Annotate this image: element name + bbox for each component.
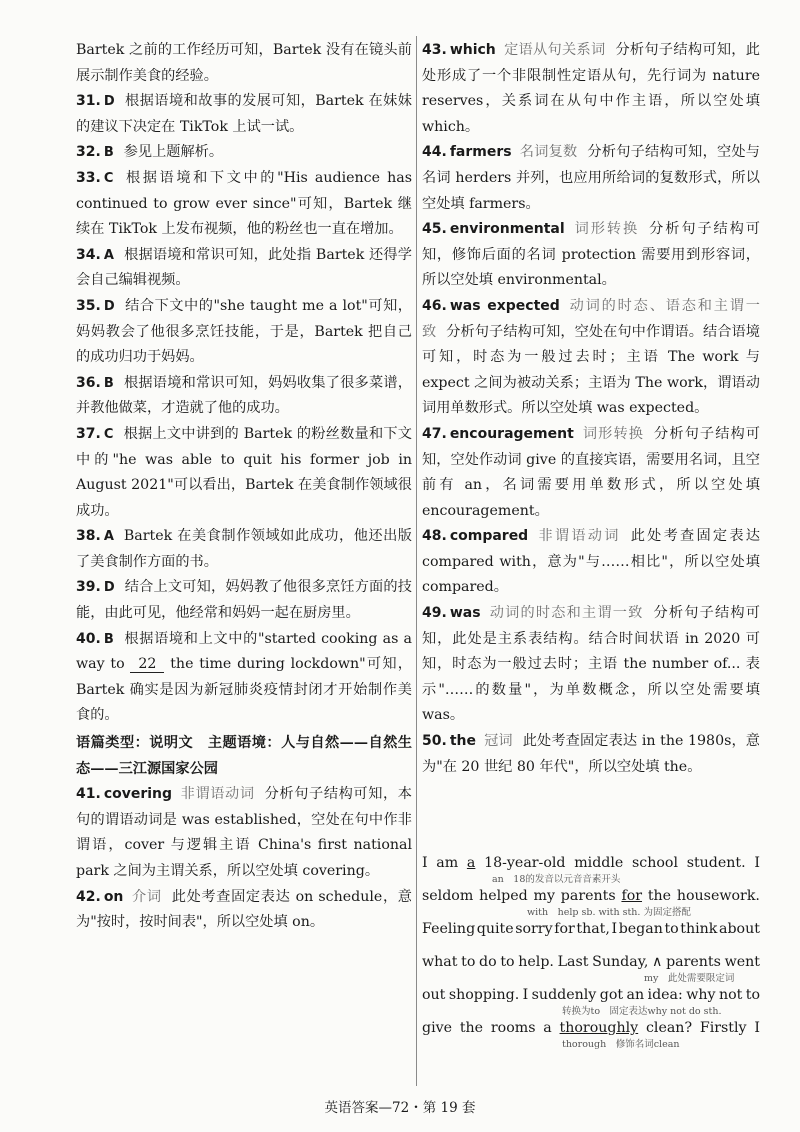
answer-item xyxy=(76,294,412,371)
essay-word: Firstly xyxy=(699,1020,747,1036)
answer-letter: A xyxy=(103,529,114,545)
essay-word: I xyxy=(522,987,529,1003)
essay-word: to xyxy=(745,987,760,1003)
essay-word: a xyxy=(466,855,476,871)
fill-item xyxy=(76,782,412,884)
answer-letter: C xyxy=(103,426,114,442)
answer-word: was xyxy=(449,605,481,622)
essay-word: the xyxy=(647,888,672,904)
essay-word: parents xyxy=(666,954,721,970)
grammar-category: 名词复数 xyxy=(519,144,578,161)
essay-word: housework. xyxy=(676,888,760,904)
item-number: 41. xyxy=(76,786,101,803)
essay-line xyxy=(422,1019,760,1038)
grammar-category: 介词 xyxy=(131,888,162,905)
answer-item xyxy=(76,371,412,422)
blank-number: 22 xyxy=(130,656,164,673)
essay-word: I xyxy=(754,855,760,871)
essay-word: ∧ xyxy=(652,954,663,970)
answer-item xyxy=(76,627,412,729)
explanation-text: 根据上文中讲到的 Bartek 的粉丝数量和下文中的"he was able to quit his former job in August 2021"可以看出，Bartek 在美食制作领域很成功。 xyxy=(76,425,412,519)
fill-item xyxy=(422,601,760,729)
explanation-text: 参见上题解析。 xyxy=(123,144,224,161)
grammar-category: 定语从句关系词 xyxy=(503,42,606,58)
item-number: 46. xyxy=(422,297,447,314)
answer-word: covering xyxy=(103,786,173,803)
answer-letter: B xyxy=(103,375,114,391)
page-footer: 英语答案—72・第 19 套 xyxy=(324,1100,476,1116)
essay-word: student. xyxy=(686,855,746,871)
answer-word: compared xyxy=(449,528,529,545)
answer-letter: A xyxy=(103,247,114,263)
passage-meta: 语篇类型：说明文 主题语境：人与自然——自然生态——三江源国家公园 xyxy=(76,735,412,777)
fill-item xyxy=(76,885,412,936)
item-number: 39. xyxy=(76,579,101,596)
essay-line xyxy=(422,854,760,873)
item-number: 42. xyxy=(76,888,101,905)
essay-word: to xyxy=(664,921,679,937)
essay-word: think xyxy=(680,921,718,937)
essay-word: to xyxy=(500,954,515,970)
explanation-text: 结合下文中的"she taught me a lot"可知，妈妈教会了他很多烹饪技能，于是，Bartek 把自己的成功归功于妈妈。 xyxy=(76,297,412,366)
explanation-text: 分析句子结构可知，空处与名词 herders 并列，也应用所给词的复数形式，所以空处填 farmers。 xyxy=(422,144,760,212)
essay-note: my 此处需要限定词 xyxy=(644,973,735,984)
essay-word: for xyxy=(621,888,643,904)
item-number: 49. xyxy=(422,605,447,622)
left-column xyxy=(76,38,412,936)
explanation-text: 分析句子结构可知，此处形成了一个非限制性定语从句，先行词为 nature reserves，关系词在从句中作主语，所以空处填 which。 xyxy=(422,42,760,135)
essay-word: quite xyxy=(476,921,514,937)
essay-word: not xyxy=(718,987,743,1003)
answer-item xyxy=(76,89,412,140)
column-divider xyxy=(416,36,417,1086)
explanation-text: 根据语境和上文中的"started cooking as a way to xyxy=(76,630,412,673)
essay-word: an xyxy=(626,987,645,1003)
explanation-text: 分析句子结构可知，此处是主系表结构。结合时间状语 in 2020 可知，时态为一般过去时；主语 the number of... 表示"……的数量"，为单数概念，所以空处需要填 was。 xyxy=(422,605,760,724)
explanation-text: Bartek 之前的工作经历可知，Bartek 没有在镜头前展示制作美食的经验。 xyxy=(76,42,412,84)
essay-word: rooms xyxy=(490,1020,536,1036)
essay-line xyxy=(422,986,760,1005)
explanation-text: 分析句子结构可知，空处作动词 give 的直接宾语，需要用名词，且空前有 an，名词需要用单数形式，所以空处填 encouragement。 xyxy=(422,425,760,519)
fill-item xyxy=(422,217,760,294)
essay-word: that, xyxy=(576,921,610,937)
essay-word: sorry xyxy=(515,921,553,937)
essay-word: 18-year-old xyxy=(484,855,566,871)
explanation-text: the time during lockdown"可知，Bartek 确实是因为新冠肺炎疫情封闭才开始制作美食的。 xyxy=(76,656,412,724)
answer-word: on xyxy=(103,888,124,905)
essay-word: out xyxy=(422,987,446,1003)
grammar-category: 动词的时态、语态和主谓一致 xyxy=(422,297,760,340)
essay-word: to xyxy=(461,954,476,970)
explanation-text: 此处考查固定表达 compared with，意为"与……相比"，所以空处填 compared。 xyxy=(422,528,760,596)
explanation-text: Bartek 在美食制作领域如此成功，他还出版了美食制作方面的书。 xyxy=(76,528,412,570)
grammar-category: 冠词 xyxy=(483,733,513,750)
grammar-category: 非谓语动词 xyxy=(180,786,255,803)
answer-word: environmental xyxy=(449,221,565,238)
grammar-category: 动词的时态和主谓一致 xyxy=(488,605,644,622)
item-number: 34. xyxy=(76,246,101,263)
explanation-text: 分析句子结构可知，修饰后面的名词 protection 需要用到形容词，所以空处填 environmental。 xyxy=(422,221,760,289)
item-number: 35. xyxy=(76,297,101,314)
item-number: 47. xyxy=(422,425,447,442)
answer-item xyxy=(76,575,412,626)
essay-correction xyxy=(422,854,760,1052)
answer-item xyxy=(76,243,412,294)
answer-item xyxy=(76,524,412,575)
essay-word: why xyxy=(686,987,716,1003)
essay-line xyxy=(422,953,760,972)
essay-word: went xyxy=(724,954,760,970)
essay-word: began xyxy=(618,921,663,937)
essay-word: for xyxy=(554,921,575,937)
item-number: 45. xyxy=(422,221,447,238)
explanation-text: 结合上文可知，妈妈教了他很多烹饪方面的技能，由此可见，他经常和妈妈一起在厨房里。 xyxy=(76,579,412,622)
item-number: 40. xyxy=(76,630,101,647)
item-number: 36. xyxy=(76,374,101,391)
essay-word: school xyxy=(632,855,678,871)
item-number: 33. xyxy=(76,169,101,186)
essay-word: I xyxy=(422,855,428,871)
grammar-category: 词形转换 xyxy=(572,221,640,238)
essay-word: middle xyxy=(574,855,624,871)
explanation-text: 根据语境和故事的发展可知，Bartek 在妹妹的建议下决定在 TikTok 上试一试。 xyxy=(76,93,412,135)
essay-word: Last xyxy=(557,954,589,970)
essay-word: do xyxy=(479,954,497,970)
essay-note: 转换为to 固定表达why not do sth. xyxy=(562,1006,722,1017)
right-column xyxy=(422,38,760,780)
item-number: 44. xyxy=(422,144,447,161)
essay-word: parents xyxy=(560,888,616,904)
grammar-category: 词形转换 xyxy=(581,425,645,442)
explanation-text: 根据语境和常识可知，妈妈收集了很多菜谱，并教他做菜，才造就了他的成功。 xyxy=(76,374,412,417)
essay-note: with help sb. with sth. 为固定搭配 xyxy=(527,907,691,918)
answer-letter: D xyxy=(103,580,115,596)
essay-word: idea: xyxy=(647,987,683,1003)
answer-word: farmers xyxy=(449,144,512,161)
essay-note: thorough 修饰名词clean xyxy=(562,1039,680,1050)
essay-line xyxy=(422,920,760,939)
item-number: 43. xyxy=(422,42,447,58)
answer-letter: D xyxy=(103,298,115,314)
item-number: 38. xyxy=(76,528,101,545)
answer-item xyxy=(76,140,412,166)
essay-note: an 18的发音以元音音素开头 xyxy=(492,874,621,885)
essay-word: seldom xyxy=(422,888,474,904)
explanation-text: 此处考查固定表达 in the 1980s，意为"在 20 世纪 80 年代"，所以空处填 the。 xyxy=(422,733,760,775)
item-number: 50. xyxy=(422,733,447,750)
answer-word: was expected xyxy=(449,297,560,314)
essay-word: Feeling xyxy=(422,921,476,937)
answer-word: the xyxy=(449,733,476,750)
essay-word: shopping. xyxy=(448,987,520,1003)
answer-word: which xyxy=(449,42,496,58)
fill-item xyxy=(422,294,760,422)
essay-word: I xyxy=(611,921,618,937)
essay-word: thoroughly xyxy=(559,1020,639,1036)
explanation-text: 分析句子结构可知，空处在句中作谓语。结合语境可知，时态为一般过去时；主语 The work 与 expect 之间为被动关系；主语为 The work，谓语动词用单数形式。所以空处填 was expected。 xyxy=(422,323,760,417)
explanation-text: 根据语境和下文中的"His audience has continued to grow ever since"可知，Bartek 继续在 TikTok 上发布视频，他的粉丝也一直在增加。 xyxy=(76,169,412,238)
explanation-text: 根据语境和常识可知，此处指 Bartek 还得学会自己编辑视频。 xyxy=(76,246,412,289)
answer-item xyxy=(76,38,412,89)
item-number: 31. xyxy=(76,93,101,110)
essay-word: about xyxy=(719,921,760,937)
grammar-category: 非谓语动词 xyxy=(536,528,621,545)
essay-line xyxy=(422,887,760,906)
essay-word: a xyxy=(543,1020,552,1036)
essay-word: I xyxy=(754,1020,760,1036)
answer-word: encouragement xyxy=(449,425,574,442)
answer-item xyxy=(76,166,412,243)
essay-word: got xyxy=(599,987,624,1003)
answer-letter: D xyxy=(103,94,115,110)
fill-item xyxy=(422,38,760,140)
essay-word: give xyxy=(422,1020,453,1036)
explanation-text: 此处考查固定表达 on schedule，意为"按时，按时间表"，所以空处填 on。 xyxy=(76,888,412,931)
essay-word: am xyxy=(436,855,459,871)
essay-word: what xyxy=(422,954,458,970)
fill-item xyxy=(422,729,760,780)
item-number: 48. xyxy=(422,528,447,545)
answer-letter: C xyxy=(103,170,114,186)
essay-word: suddenly xyxy=(531,987,597,1003)
essay-word: clean? xyxy=(645,1020,693,1036)
fill-item xyxy=(422,422,760,524)
explanation-text: 分析句子结构可知，本句的谓语动词是 was established，空处在句中作非谓语，cover 与逻辑主语 China's first national park 之间为主谓关系，所以空处填 covering。 xyxy=(76,786,412,879)
essay-word: helped xyxy=(479,888,528,904)
essay-word: help. xyxy=(518,954,554,970)
fill-item xyxy=(422,140,760,217)
fill-item xyxy=(422,524,760,601)
essay-word: the xyxy=(459,1020,484,1036)
essay-word: Sunday, xyxy=(592,954,649,970)
item-number: 37. xyxy=(76,425,101,442)
essay-word: my xyxy=(533,888,555,904)
answer-letter: B xyxy=(103,631,114,647)
answer-item xyxy=(76,422,412,524)
item-number: 32. xyxy=(76,144,101,161)
answer-letter: B xyxy=(103,145,114,161)
